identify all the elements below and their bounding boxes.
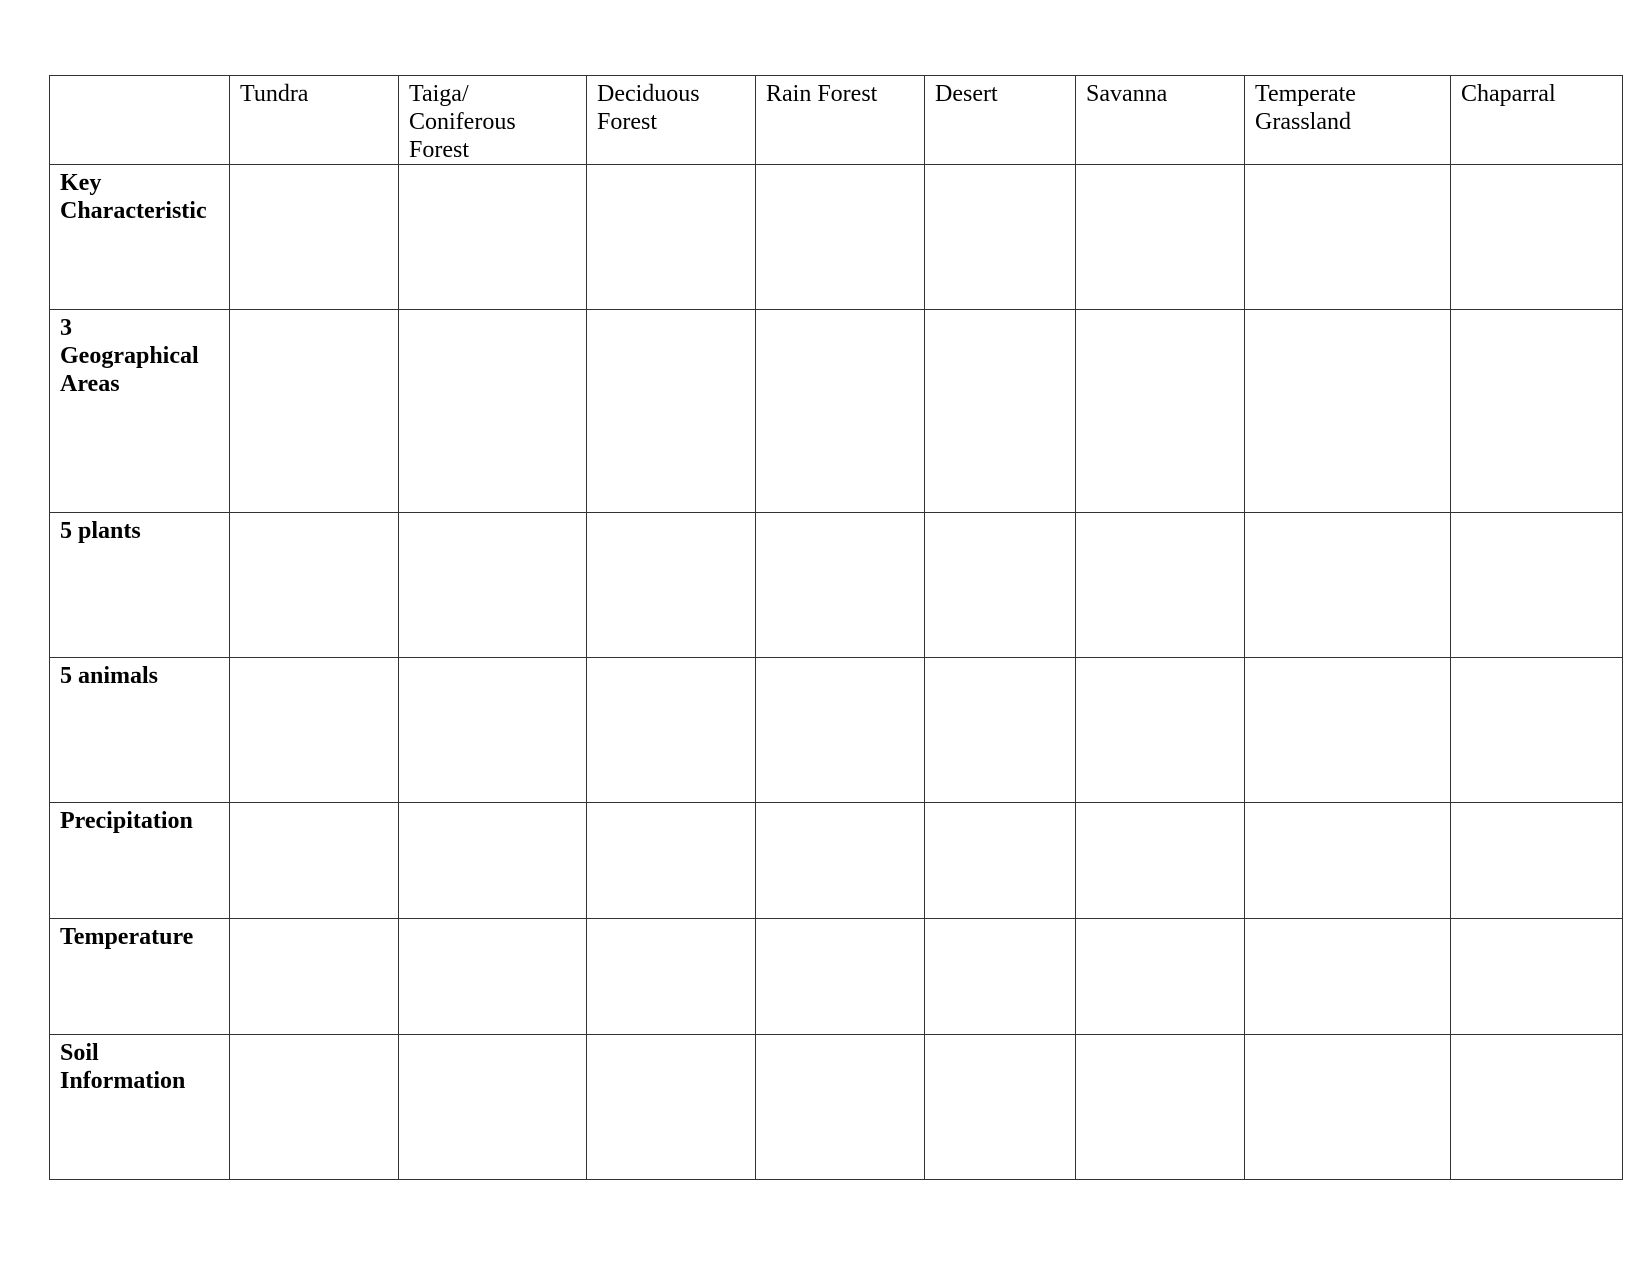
row-header-plants: 5 plants xyxy=(50,513,230,658)
blank-cell[interactable] xyxy=(1451,513,1623,658)
blank-cell[interactable] xyxy=(230,513,399,658)
blank-cell[interactable] xyxy=(230,1035,399,1180)
blank-cell[interactable] xyxy=(756,165,925,310)
blank-cell[interactable] xyxy=(1451,919,1623,1035)
blank-cell[interactable] xyxy=(399,803,587,919)
blank-cell[interactable] xyxy=(1451,165,1623,310)
table-row xyxy=(50,919,1623,1035)
blank-cell[interactable] xyxy=(399,513,587,658)
blank-cell[interactable] xyxy=(1076,1035,1245,1180)
table-row xyxy=(50,1035,1623,1180)
blank-cell[interactable] xyxy=(587,1035,756,1180)
blank-cell[interactable] xyxy=(1245,513,1451,658)
row-header-animals: 5 animals xyxy=(50,658,230,803)
column-header-deciduous-forest: Deciduous Forest xyxy=(587,76,756,165)
blank-cell[interactable] xyxy=(756,919,925,1035)
blank-cell[interactable] xyxy=(587,513,756,658)
blank-cell[interactable] xyxy=(587,803,756,919)
row-header-precipitation: Precipitation xyxy=(50,803,230,919)
blank-cell[interactable] xyxy=(1076,513,1245,658)
corner-cell xyxy=(50,76,230,165)
blank-cell[interactable] xyxy=(925,1035,1076,1180)
blank-cell[interactable] xyxy=(399,919,587,1035)
column-header-tundra: Tundra xyxy=(230,76,399,165)
blank-cell[interactable] xyxy=(1245,1035,1451,1180)
blank-cell[interactable] xyxy=(399,165,587,310)
column-header-taiga: Taiga/ Coniferous Forest xyxy=(399,76,587,165)
blank-cell[interactable] xyxy=(587,165,756,310)
blank-cell[interactable] xyxy=(1076,165,1245,310)
blank-cell[interactable] xyxy=(1451,658,1623,803)
blank-cell[interactable] xyxy=(230,803,399,919)
blank-cell[interactable] xyxy=(1076,919,1245,1035)
column-header-temperate-grassland: Temperate Grassland xyxy=(1245,76,1451,165)
blank-cell[interactable] xyxy=(1076,803,1245,919)
header-row xyxy=(50,76,1623,165)
blank-cell[interactable] xyxy=(230,919,399,1035)
blank-cell[interactable] xyxy=(756,310,925,513)
blank-cell[interactable] xyxy=(925,165,1076,310)
blank-cell[interactable] xyxy=(587,310,756,513)
blank-cell[interactable] xyxy=(925,658,1076,803)
table-row xyxy=(50,658,1623,803)
table-row xyxy=(50,165,1623,310)
blank-cell[interactable] xyxy=(1451,1035,1623,1180)
blank-cell[interactable] xyxy=(925,310,1076,513)
blank-cell[interactable] xyxy=(230,658,399,803)
biome-comparison-table xyxy=(49,75,1623,1180)
blank-cell[interactable] xyxy=(756,1035,925,1180)
blank-cell[interactable] xyxy=(925,919,1076,1035)
blank-cell[interactable] xyxy=(1076,658,1245,803)
table-row xyxy=(50,310,1623,513)
blank-cell[interactable] xyxy=(1451,803,1623,919)
blank-cell[interactable] xyxy=(756,658,925,803)
blank-cell[interactable] xyxy=(230,310,399,513)
blank-cell[interactable] xyxy=(1245,165,1451,310)
blank-cell[interactable] xyxy=(399,310,587,513)
blank-cell[interactable] xyxy=(1245,803,1451,919)
blank-cell[interactable] xyxy=(230,165,399,310)
blank-cell[interactable] xyxy=(1245,919,1451,1035)
row-header-soil-information: Soil Information xyxy=(50,1035,230,1180)
blank-cell[interactable] xyxy=(925,803,1076,919)
row-header-temperature: Temperature xyxy=(50,919,230,1035)
column-header-desert: Desert xyxy=(925,76,1076,165)
table-row xyxy=(50,513,1623,658)
table-row xyxy=(50,803,1623,919)
column-header-chaparral: Chaparral xyxy=(1451,76,1623,165)
blank-cell[interactable] xyxy=(587,919,756,1035)
blank-cell[interactable] xyxy=(756,803,925,919)
blank-cell[interactable] xyxy=(925,513,1076,658)
blank-cell[interactable] xyxy=(756,513,925,658)
row-header-key-characteristic: Key Characteristic xyxy=(50,165,230,310)
column-header-rain-forest: Rain Forest xyxy=(756,76,925,165)
blank-cell[interactable] xyxy=(587,658,756,803)
blank-cell[interactable] xyxy=(1451,310,1623,513)
blank-cell[interactable] xyxy=(1245,310,1451,513)
blank-cell[interactable] xyxy=(1076,310,1245,513)
row-header-geographical-areas: 3 Geographical Areas xyxy=(50,310,230,513)
column-header-savanna: Savanna xyxy=(1076,76,1245,165)
blank-cell[interactable] xyxy=(1245,658,1451,803)
blank-cell[interactable] xyxy=(399,1035,587,1180)
blank-cell[interactable] xyxy=(399,658,587,803)
